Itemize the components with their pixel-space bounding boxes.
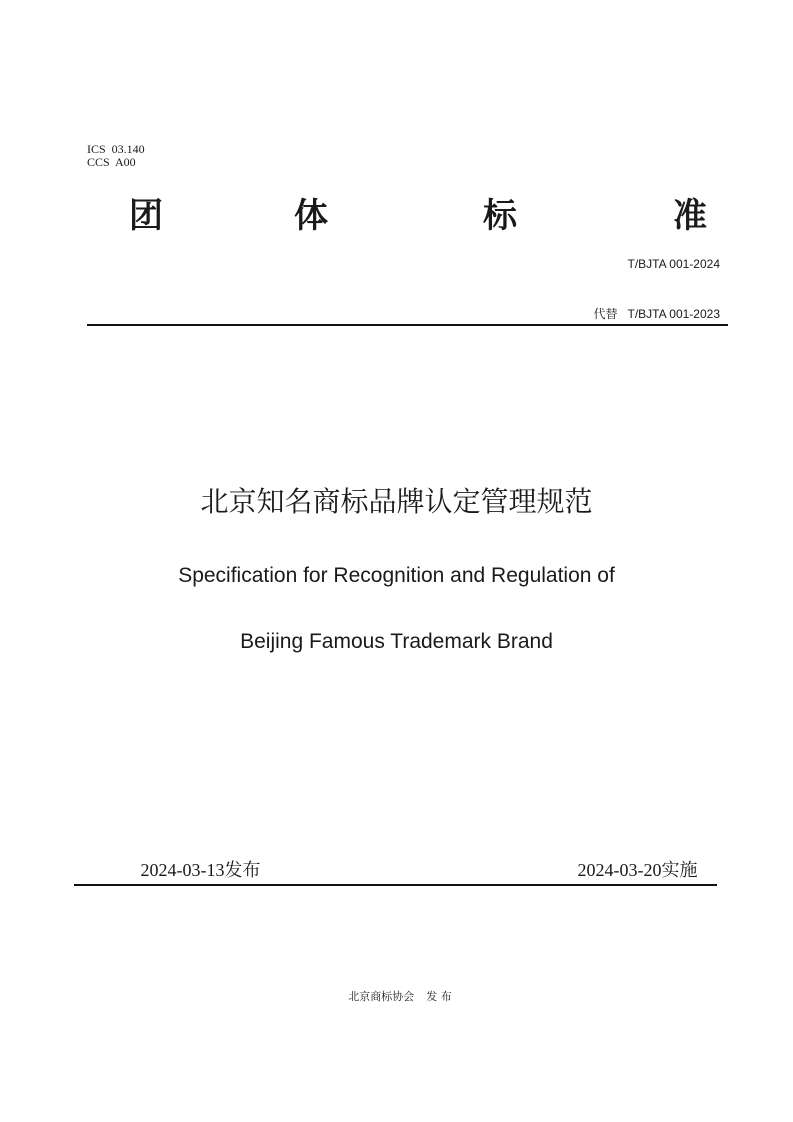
standard-number: T/BJTA 001-2024 (627, 257, 720, 271)
standard-type-char: 体 (294, 196, 328, 236)
publisher-line (0, 974, 793, 1004)
header-divider (87, 324, 728, 326)
publisher-name: 北京商标协会 (348, 990, 415, 1003)
issue-date: 2024-03-13 (140, 860, 225, 880)
ics-code: ICS 03.140 (87, 142, 145, 156)
document-title-english-line2: Beijing Famous Trademark Brand (240, 630, 553, 653)
replaces-label: 代替 (593, 307, 618, 321)
issue-label: 发布 (224, 860, 261, 881)
implement-date: 2024-03-20 (577, 860, 662, 880)
implement-label: 实施 (661, 860, 698, 881)
replaces-number: T/BJTA 001-2023 (627, 307, 720, 321)
document-title-chinese: 北京知名商标品牌认定管理规范 (200, 485, 593, 518)
standard-type-char: 团 (129, 196, 163, 236)
implement-date-line (566, 834, 697, 883)
ccs-code: CCS A00 (87, 155, 136, 169)
issue-date-line (129, 834, 260, 883)
document-title-english-line1: Specification for Recognition and Regulation of (178, 564, 615, 587)
standard-type-char: 标 (483, 196, 517, 236)
replaces-line (586, 292, 720, 322)
publisher-action: 发 布 (426, 990, 452, 1003)
standard-type-char: 准 (673, 196, 707, 236)
footer-divider (74, 884, 717, 886)
